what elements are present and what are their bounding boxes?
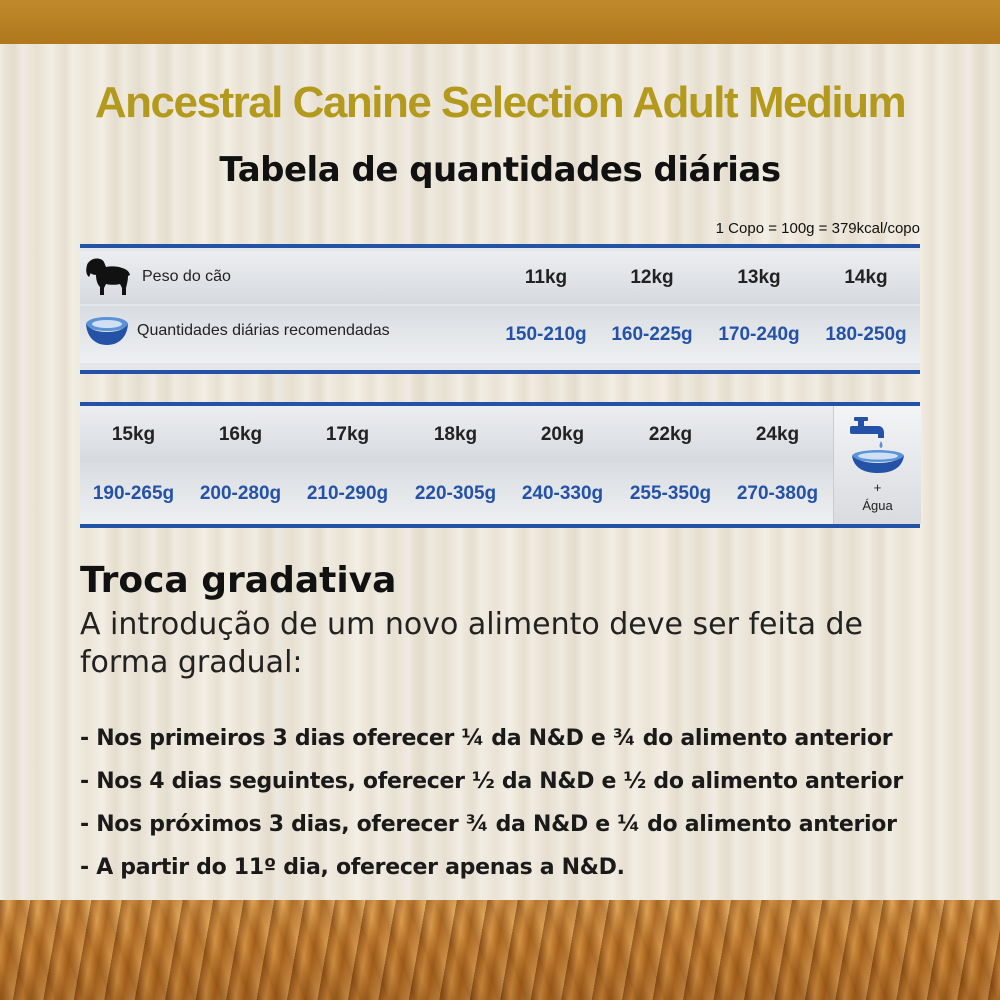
table-subtitle: Tabela de quantidades diárias: [219, 150, 781, 190]
water-tap-bowl-icon: [848, 416, 908, 478]
weight-row: [80, 406, 833, 462]
feeding-table-large: [80, 402, 920, 528]
list-item: - Nos primeiros 3 dias oferecer ¼ da N&D e ¾ do alimento anterior: [80, 726, 893, 751]
weight-cell: 24kg: [755, 424, 800, 445]
weight-label: Peso do cão: [142, 268, 231, 285]
amount-cell: 190-265g: [92, 483, 175, 504]
amount-cell: 170-240g: [718, 324, 800, 345]
dog-icon: [84, 257, 132, 301]
water-cell: [833, 406, 921, 524]
amount-cell: 150-210g: [505, 324, 587, 345]
transition-intro: A introdução de um novo alimento deve ser feita de forma gradual:: [80, 607, 863, 680]
amount-cell: 240-330g: [521, 483, 604, 504]
amount-cell: 200-280g: [199, 483, 282, 504]
weight-cell: 16kg: [218, 424, 263, 445]
weight-cell: 12kg: [630, 267, 674, 288]
amount-label: Quantidades diárias recomendadas: [137, 322, 390, 339]
amount-cell: 270-380g: [736, 483, 819, 504]
water-label: Água: [862, 498, 893, 513]
weight-cell: 13kg: [737, 267, 781, 288]
weight-cell: 20kg: [540, 424, 585, 445]
amount-cell: 255-350g: [629, 483, 712, 504]
list-item: - A partir do 11º dia, oferecer apenas a N&D.: [80, 855, 625, 880]
portion-note: 1 Copo = 100g = 379kcal/copo: [715, 220, 920, 237]
weight-cell: 18kg: [433, 424, 478, 445]
amount-cell: 220-305g: [414, 483, 497, 504]
weight-cell: 11kg: [524, 267, 568, 288]
weight-row: [80, 251, 920, 304]
amount-row: [80, 462, 833, 524]
top-bar: [0, 0, 1000, 44]
list-item: - Nos 4 dias seguintes, oferecer ½ da N&D e ½ do alimento anterior: [80, 769, 903, 794]
feeding-table-small: [80, 244, 920, 374]
product-title: Ancestral Canine Selection Adult Medium: [94, 78, 906, 127]
weight-cell: 14kg: [844, 267, 888, 288]
list-item: - Nos próximos 3 dias, oferecer ¾ da N&D e ¼ do alimento anterior: [80, 812, 897, 837]
amount-cell: 210-290g: [306, 483, 389, 504]
amount-row: [80, 306, 920, 363]
wheat-background: [0, 900, 1000, 1000]
food-bowl-icon: [84, 314, 130, 352]
amount-cell: 180-250g: [825, 324, 907, 345]
weight-cell: 15kg: [111, 424, 156, 445]
amount-cell: 160-225g: [611, 324, 693, 345]
transition-heading: Troca gradativa: [80, 560, 397, 601]
water-plus: +: [873, 480, 882, 495]
weight-cell: 22kg: [648, 424, 693, 445]
transition-steps: [80, 720, 960, 892]
weight-cell: 17kg: [325, 424, 370, 445]
